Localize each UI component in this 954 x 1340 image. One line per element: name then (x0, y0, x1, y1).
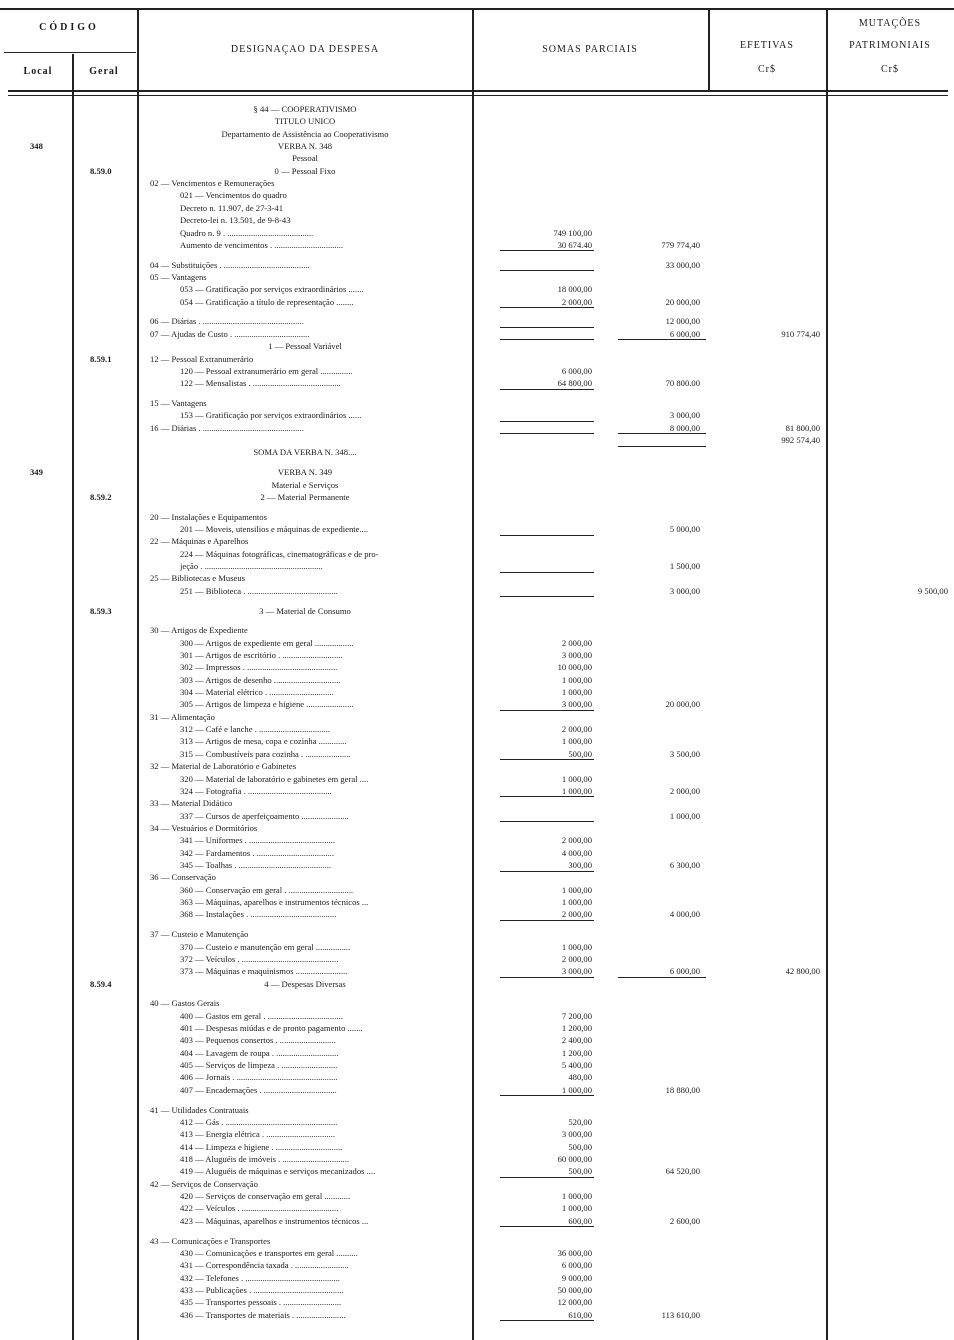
subtotal: 20 000,00 (665, 296, 700, 307)
subtotal-rule (500, 572, 594, 573)
subtotal-rule (500, 535, 594, 536)
expense-item: 12 — Pessoal Extranumerário (150, 353, 254, 364)
subtotal: 70 800.00 (665, 378, 700, 389)
expense-item: 43 — Comunicações e Transportes (150, 1235, 271, 1246)
partial-sum: 1 000,00 (561, 785, 592, 796)
col-geral-desig (137, 8, 139, 1340)
partial-sum: 9 000,00 (561, 1272, 592, 1283)
subtotal-rule (500, 339, 594, 340)
section-heading: Material e Serviços (271, 479, 339, 490)
section-heading: VERBA N. 348 (277, 141, 333, 152)
partial-sum: 500,00 (568, 748, 592, 759)
expense-item: 372 — Veículos . ............................................. (180, 953, 339, 964)
section-heading: Departamento de Assistência ao Cooperativismo (221, 128, 389, 139)
expense-item: 406 — Jornais . ............................................... (180, 1072, 338, 1083)
expense-item: 363 — Máquinas, aparelhos e instrumentos técnicos ... (180, 897, 369, 908)
subtotal-rule (500, 710, 594, 711)
partial-sum: 1 000,00 (561, 1191, 592, 1202)
expense-item: Decreto n. 11.907, de 27-3-41 (180, 202, 284, 213)
partial-sum: 1 000,00 (561, 773, 592, 784)
partial-sum: 1 000,00 (561, 687, 592, 698)
header-mutacoes-1: MUTAÇÕES (858, 18, 922, 29)
header-designacao: DESIGNAÇAO DA DESPESA (230, 44, 380, 55)
expense-item: 02 — Vencimentos e Remunerações (150, 178, 275, 189)
subtotal: 18 880,00 (665, 1084, 700, 1095)
expense-item: 422 — Veículos . ............................................. (180, 1203, 339, 1214)
expense-item: 337 — Cursos de aperfeiçoamento ...................... (180, 810, 349, 821)
total-rule (618, 433, 706, 434)
expense-item: 25 — Bibliotecas e Museus (150, 573, 245, 584)
partial-sum: 3 000,00 (561, 1129, 592, 1140)
section-heading: 2 — Material Permanente (260, 491, 350, 502)
header-efetivas-unit: Cr$ (758, 64, 776, 75)
expense-item: 420 — Serviços de conservação em geral ............ (180, 1191, 351, 1202)
expense-item: 42 — Serviços de Conservação (150, 1178, 258, 1189)
partial-sum: 1 000,00 (561, 884, 592, 895)
expense-item: 16 — Diárias . ............................................... (150, 422, 304, 433)
total-rule (618, 339, 706, 340)
partial-sum: 600,00 (568, 1215, 592, 1226)
expense-item: Aumento de vencimentos . ................................ (180, 239, 344, 250)
partial-sum: 7 200,00 (561, 1010, 592, 1021)
expense-item: 400 — Gastos em geral . ................................... (180, 1010, 343, 1021)
expense-item: 405 — Serviços de limpeza . .......................... (180, 1060, 338, 1071)
expense-item: 37 — Custeio e Manutenção (150, 929, 249, 940)
subtotal-rule (500, 1226, 594, 1227)
expense-item: 432 — Telefones . ............................................ (180, 1272, 340, 1283)
expense-item: 313 — Artigos de mesa, copa e cozinha ............. (180, 736, 347, 747)
mutation-total: 9 500,00 (917, 585, 948, 596)
subtotal: 2 000,00 (669, 785, 700, 796)
partial-sum: 4 000,00 (561, 847, 592, 858)
partial-sum: 749 100,00 (553, 227, 592, 238)
expense-item: 360 — Conservação em geral . .............................. (180, 884, 354, 895)
subtotal-rule (500, 1177, 594, 1178)
expense-item: 053 — Gratificação por serviços extraordinários ....... (180, 284, 364, 295)
partial-sum: 1 000,00 (561, 1084, 592, 1095)
col-somas-efet (708, 8, 710, 92)
section-heading: Pessoal (292, 153, 318, 164)
partial-sum: 1 000,00 (561, 736, 592, 747)
expense-item: 20 — Instalações e Equipamentos (150, 511, 267, 522)
expense-item: 054 — Gratificação a título de representação ........ (180, 296, 354, 307)
subtotal: 33 000,00 (665, 259, 700, 270)
partial-sum: 610,00 (568, 1309, 592, 1320)
partial-sum: 3 000,00 (561, 650, 592, 660)
partial-sum: 1 200,00 (561, 1023, 592, 1034)
subtotal-rule (500, 920, 594, 921)
header-mutacoes-unit: Cr$ (881, 64, 899, 75)
effective-total: 81 800,00 (785, 422, 820, 433)
subtotal: 5 000,00 (669, 524, 700, 534)
expense-item: 153 — Gratificação por serviços extraordinários ...... (180, 410, 362, 421)
expense-item: 373 — Máquinas e maquinismos ........................ (180, 966, 348, 977)
subtotal: 1 000,00 (669, 810, 700, 821)
total-rule (618, 977, 706, 978)
partial-sum: 500,00 (568, 1141, 592, 1152)
expense-item: 15 — Vantagens (150, 398, 207, 408)
effective-total: 910 774,40 (781, 328, 820, 339)
effective-total: 992 574,40 (781, 435, 820, 446)
expense-item: 435 — Transportes pessoais . ........................... (180, 1297, 342, 1308)
partial-sum: 480,00 (568, 1072, 592, 1083)
section-heading: § 44 — COOPERATIVISMO (253, 104, 357, 114)
expense-item: 301 — Artigos de escritório . ............................ (180, 650, 343, 660)
partial-sum: 2 000,00 (561, 953, 592, 964)
subtotal-rule (500, 871, 594, 872)
subtotal-rule (500, 421, 594, 422)
partial-sum: 2 400,00 (561, 1035, 592, 1046)
section-heading: VERBA N. 349 (277, 467, 333, 478)
expense-item: 401 — Despesas miúdas e de pronto pagamento ....... (180, 1023, 363, 1034)
expense-item: 404 — Lavagem de roupa . ............................. (180, 1047, 339, 1058)
section-heading: TITULO UNICO (274, 116, 336, 127)
partial-sum: 3 000,00 (561, 699, 592, 710)
partial-sum: 1 000,00 (561, 897, 592, 908)
subtotal-rule (500, 759, 594, 760)
expense-item: 33 — Material Didático (150, 798, 233, 809)
rule-header-bottom (8, 90, 948, 92)
partial-sum: 10 000,00 (557, 662, 592, 673)
geral-code: 8.59.3 (90, 605, 112, 616)
subtotal-rule (500, 433, 594, 434)
subtotal: 779 774,40 (661, 239, 700, 250)
geral-code: 8.59.1 (90, 353, 112, 364)
expense-item: 22 — Máquinas e Aparelhos (150, 536, 249, 547)
expense-item: 40 — Gastos Gerais (150, 998, 220, 1009)
expense-item: 315 — Combustíveis para cozinha . ..................... (180, 748, 351, 759)
subtotal-rule (500, 307, 594, 308)
expense-item: 418 — Aluguéis de imóveis . ............................... (180, 1154, 350, 1164)
col-efet-mut (826, 8, 828, 1340)
expense-item: 414 — Limpeza e higiene . ............................... (180, 1141, 343, 1152)
expense-item: 407 — Encadernações . .................................. (180, 1084, 337, 1095)
expense-item: 04 — Substituições . ........................................ (150, 259, 310, 270)
partial-sum: 60 000,00 (557, 1154, 592, 1164)
col-local-geral (72, 54, 74, 1340)
header-geral: Geral (89, 66, 119, 77)
rule-top (0, 8, 954, 10)
expense-item: Decreto-lei n. 13.501, de 9-8-43 (180, 215, 291, 226)
subtotal-rule (500, 389, 594, 390)
subtotal: 3 000,00 (669, 585, 700, 596)
expense-item: 342 — Fardamentos . .................................... (180, 847, 334, 858)
geral-code: 8.59.0 (90, 165, 112, 176)
partial-sum: 36 000,00 (557, 1247, 592, 1258)
subtotal-rule (500, 977, 594, 978)
expense-item: 201 — Moveis, utensilios e máquinas de expediente.... (180, 524, 369, 534)
col-desig-somas (472, 8, 474, 1340)
local-code: 349 (30, 467, 43, 478)
total-rule (618, 446, 706, 447)
partial-sum: 6 000,00 (561, 1260, 592, 1271)
expense-item: 302 — Impressos . .......................................... (180, 662, 338, 673)
subtotal: 20 000,00 (665, 699, 700, 710)
partial-sum: 64 800,00 (557, 378, 592, 389)
partial-sum: 2 000,00 (561, 637, 592, 648)
partial-sum: 3 000,00 (561, 966, 592, 977)
partial-sum: 2 000,00 (561, 835, 592, 846)
expense-item: 412 — Gás . .................................................... (180, 1116, 338, 1127)
subtotal-rule (500, 250, 594, 251)
partial-sum: 1 000,00 (561, 1203, 592, 1214)
expense-item: 433 — Publicações . .......................................... (180, 1284, 344, 1295)
expense-item: 07 — Ajudas de Custo . ................................... (150, 328, 310, 339)
expense-item: 41 — Utilidades Contratuais (150, 1104, 249, 1115)
expense-item: 05 — Vantagens (150, 272, 207, 282)
expense-item: 436 — Transportes de materiais . ....................... (180, 1309, 346, 1320)
geral-code: 8.59.2 (90, 491, 112, 502)
expense-item: Quadro n. 9 . ........................................ (180, 227, 314, 238)
section-heading: 3 — Material de Consumo (259, 605, 351, 616)
expense-item: 419 — Aluguéis de máquinas e serviços mecanizados .... (180, 1166, 376, 1177)
partial-sum: 520,00 (568, 1116, 592, 1127)
header-codigo: CÓDIGO (39, 22, 99, 33)
subtotal-rule (500, 821, 594, 822)
expense-item: 251 — Biblioteca . .......................................... (180, 585, 338, 596)
expense-item: 021 — Vencimentos do quadro (180, 190, 287, 201)
expense-item: 32 — Material de Laboratório e Gabinetes (150, 761, 297, 772)
geral-code: 8.59.4 (90, 978, 112, 989)
expense-item: 304 — Material elétrico . .............................. (180, 687, 334, 698)
header-efetivas: EFETIVAS (740, 40, 794, 51)
subtotal: 1 500,00 (669, 561, 700, 572)
partial-sum: 1 000,00 (561, 674, 592, 685)
expense-item: 312 — Café e lanche . ................................. (180, 724, 330, 735)
expense-item: 413 — Energia elétrica . ................................ (180, 1129, 335, 1140)
expense-item: 320 — Material de laboratório e gabinetes em geral .... (180, 773, 369, 784)
expense-item: 120 — Pessoal extranumerário em geral ............... (180, 365, 353, 376)
expense-item: 224 — Máquinas fotográficas, cinematográficas e de pro- (180, 548, 379, 559)
subtotal: 2 600,00 (669, 1215, 700, 1226)
header-mutacoes-2: PATRIMONIAIS (849, 40, 931, 51)
subtotal: 6 000,00 (669, 328, 700, 339)
expense-item: 300 — Artigos de expediente em geral .................. (180, 637, 354, 648)
expense-item: jeção . ....................................................... (180, 561, 323, 572)
subtotal-rule (500, 796, 594, 797)
partial-sum: 50 000,00 (557, 1284, 592, 1295)
subtotal: 6 000,00 (669, 966, 700, 977)
subtotal: 12 000,00 (665, 316, 700, 327)
expense-item: 06 — Diárias . ............................................... (150, 316, 304, 327)
partial-sum: 6 000,00 (561, 365, 592, 376)
expense-item: 368 — Instalações . ........................................ (180, 909, 337, 920)
subtotal: 8 000,00 (669, 422, 700, 433)
partial-sum: 2 000,00 (561, 909, 592, 920)
partial-sum: 1 000,00 (561, 941, 592, 952)
subtotal: 64 520,00 (665, 1166, 700, 1177)
expense-item: 431 — Correspondência taxada . ......................... (180, 1260, 349, 1271)
subtotal: 3 000,00 (669, 410, 700, 421)
section-heading: 4 — Despesas Diversas (264, 978, 346, 989)
section-heading: SOMA DA VERBA N. 348.... (253, 447, 357, 458)
expense-item: 36 — Conservação (150, 872, 216, 883)
expense-item: 31 — Alimentação (150, 711, 215, 722)
effective-total: 42 800,00 (785, 966, 820, 977)
subtotal: 113 610,00 (661, 1309, 700, 1320)
expense-item: 34 — Vestuários e Dormitórios (150, 822, 258, 833)
header-local: Local (23, 66, 53, 77)
partial-sum: 5 400,00 (561, 1060, 592, 1071)
subtotal: 6 300,00 (669, 860, 700, 870)
expense-item: 303 — Artigos de desenho ............................... (180, 674, 341, 685)
subtotal: 3 500,00 (669, 748, 700, 759)
rule-header-bottom-2 (8, 95, 948, 96)
expense-item: 345 — Toalhas . ........................................... (180, 860, 332, 870)
expense-item: 341 — Uniformes . ........................................ (180, 835, 335, 846)
partial-sum: 12 000,00 (557, 1297, 592, 1308)
expense-item: 370 — Custeio e manutenção em geral ................ (180, 941, 351, 952)
section-heading: 0 — Pessoal Fixo (274, 165, 336, 176)
partial-sum: 30 674.40 (557, 239, 592, 250)
subtotal-rule (500, 327, 594, 328)
subtotal-rule (500, 1320, 594, 1321)
local-code: 348 (30, 141, 43, 152)
expense-item: 305 — Artigos de limpeza e higiene ...................... (180, 699, 354, 710)
partial-sum: 2 000,00 (561, 296, 592, 307)
section-heading: 1 — Pessoal Variável (268, 341, 342, 352)
subtotal-rule (500, 270, 594, 271)
rule-codigo (4, 52, 136, 53)
expense-item: 403 — Pequenos consertos . .......................... (180, 1035, 336, 1046)
expense-item: 122 — Mensalistas . ......................................... (180, 378, 341, 389)
partial-sum: 300,00 (568, 860, 592, 870)
partial-sum: 1 200,00 (561, 1047, 592, 1058)
partial-sum: 18 000,00 (557, 284, 592, 295)
partial-sum: 2 000,00 (561, 724, 592, 735)
expense-item: 430 — Comunicações e transportes em geral .......... (180, 1247, 358, 1258)
expense-item: 324 — Fotografia . ....................................... (180, 785, 332, 796)
partial-sum: 500,00 (568, 1166, 592, 1177)
header-somas: SOMAS PARCIAIS (542, 44, 638, 55)
subtotal-rule (500, 596, 594, 597)
subtotal-rule (500, 1095, 594, 1096)
expense-item: 30 — Artigos de Expediente (150, 625, 248, 636)
expense-item: 423 — Máquinas, aparelhos e instrumentos técnicos ... (180, 1215, 369, 1226)
subtotal: 4 000,00 (669, 909, 700, 920)
